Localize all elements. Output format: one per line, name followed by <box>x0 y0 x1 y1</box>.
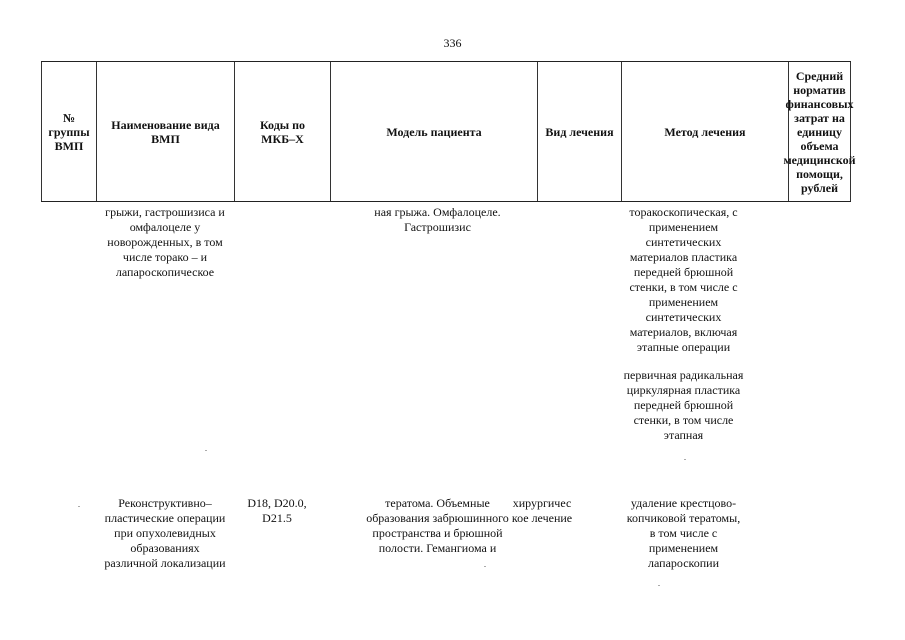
header-treatment-method: Метод лечения <box>621 62 788 201</box>
row1-vmp-name: грыжи, гастрошизиса и омфалоцеле у новорожденных, в том числе торако – и лапароскопическое <box>105 205 225 279</box>
header-treatment-type: Вид лечения <box>537 62 621 201</box>
row2-patient-model: тератома. Объемные образования забрюшинного пространства и брюшной полости. Гемангиома и <box>366 496 509 555</box>
scan-speck <box>78 506 80 507</box>
row2-vmp-name: Реконструктивно– пластические операции при опухолевидных образованиях различной локализации <box>104 496 226 570</box>
table-header <box>41 61 856 202</box>
header-patient-model: Модель пациента <box>330 62 537 201</box>
scan-speck <box>658 585 660 586</box>
row2-treatment-type: хирургичес кое лечение <box>511 496 573 525</box>
row1-method-1: торакоскопическая, с применением синтетических материалов пластика передней брюшной стенки, в том числе с применением синтетических материалов, включая этапные операции <box>629 205 738 354</box>
header-icd-codes: Коды по МКБ–Х <box>234 62 330 201</box>
row1-method-2: первичная радикальная циркулярная пластика передней брюшной стенки, в том числе этапная <box>623 368 744 442</box>
row2-icd-codes: D18, D20.0, D21.5 <box>247 496 307 525</box>
row2-method: удаление крестцово- копчиковой тератомы, в том числе с применением лапароскопии <box>626 496 741 570</box>
scan-speck <box>484 566 486 567</box>
header-group-number: № группы ВМП <box>41 62 96 201</box>
header-average-cost: Средний норматив финансовых затрат на единицу объема медицинской помощи, рублей <box>788 62 851 201</box>
row1-patient-model: ная грыжа. Омфалоцеле. Гастрошизис <box>374 205 501 234</box>
page-number: 336 <box>443 36 462 50</box>
scan-speck <box>684 459 686 460</box>
scan-speck <box>205 450 207 451</box>
header-vmp-name: Наименование вида ВМП <box>96 62 234 201</box>
